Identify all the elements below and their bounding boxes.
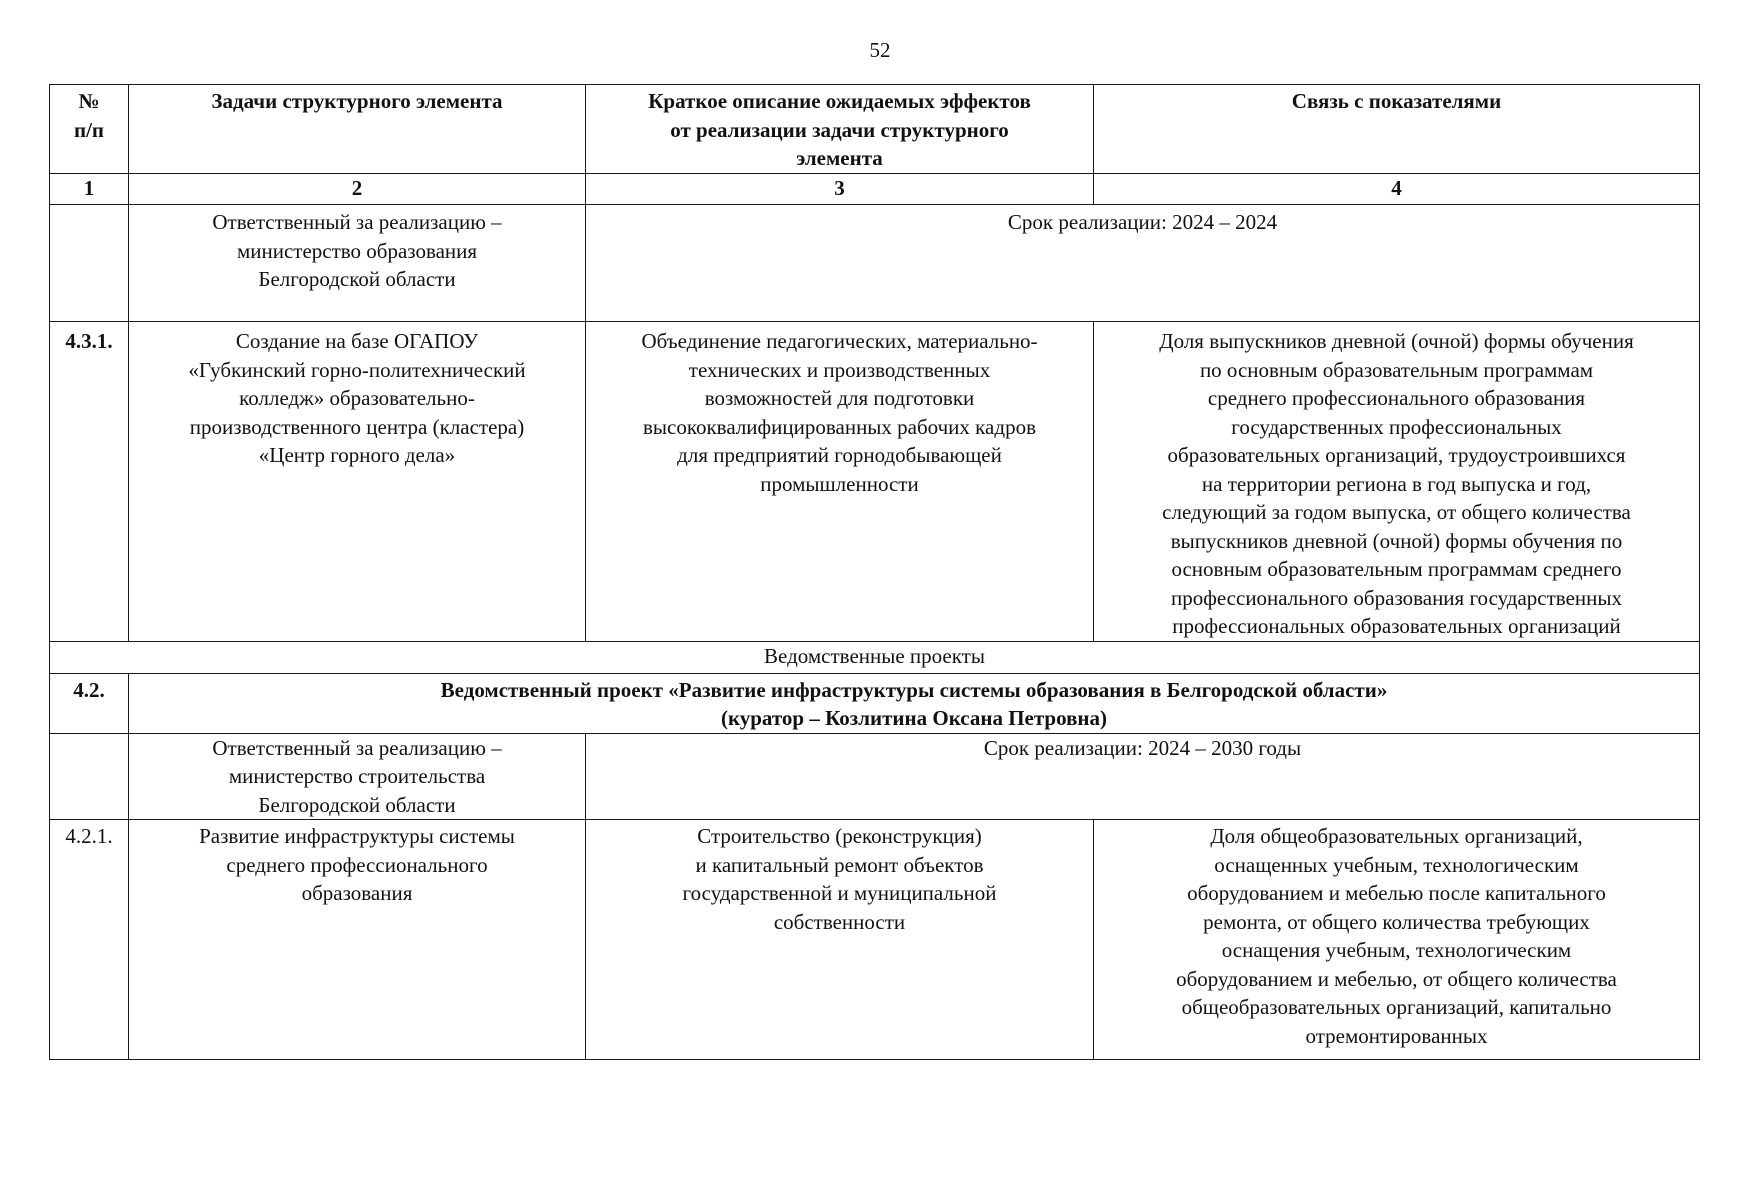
section-title: Ведомственные проекты — [50, 641, 1700, 673]
project-row-4-2 — [50, 673, 1700, 733]
responsible-row-education — [50, 205, 1700, 322]
project-number: 4.2. — [50, 673, 129, 733]
term-cell: Срок реализации: 2024 – 2030 годы — [586, 733, 1700, 820]
term-cell: Срок реализации: 2024 – 2024 — [586, 205, 1700, 322]
responsible-cell: Ответственный за реализацию – министерство образования Белгородской области — [129, 205, 586, 322]
responsible-cell: Ответственный за реализацию – министерство строительства Белгородской области — [129, 733, 586, 820]
structural-elements-table — [49, 84, 1700, 1060]
project-title: Ведомственный проект «Развитие инфраструктуры системы образования в Белгородской области» (куратор – Козлитина Оксана Петровна) — [129, 673, 1700, 733]
column-numbers-row — [50, 174, 1700, 205]
indicators-description: Доля общеобразовательных организаций, оснащенных учебным, технологическим оборудованием и мебелью после капитального ремонта, от общего количества требующих оснащения учебным, технологическим оборудованием и мебелью, от общего количества общеобразовательных организаций, капитально отремонтированных — [1094, 820, 1700, 1060]
task-number: 4.2.1. — [50, 820, 129, 1060]
header-number: № п/п — [50, 85, 129, 174]
effects-description: Строительство (реконструкция) и капитальный ремонт объектов государственной и муниципальной собственности — [586, 820, 1094, 1060]
table-header-row — [50, 85, 1700, 174]
task-row-4-2-1 — [50, 820, 1700, 1060]
section-title-row — [50, 641, 1700, 673]
task-description: Развитие инфраструктуры системы среднего профессионального образования — [129, 820, 586, 1060]
responsible-row-construction — [50, 733, 1700, 820]
header-indicators: Связь с показателями — [1094, 85, 1700, 174]
column-number: 4 — [1094, 174, 1700, 205]
page-number: 52 — [869, 38, 891, 62]
task-description: Создание на базе ОГАПОУ «Губкинский горно-политехнический колледж» образовательно- производственного центра (кластера) «Центр горного дела» — [129, 322, 586, 642]
empty-cell — [50, 733, 129, 820]
column-number: 1 — [50, 174, 129, 205]
column-number: 3 — [586, 174, 1094, 205]
header-effects: Краткое описание ожидаемых эффектов от реализации задачи структурного элемента — [586, 85, 1094, 174]
indicators-description: Доля выпускников дневной (очной) формы обучения по основным образовательным программам среднего профессионального образования государственных профессиональных образовательных организаций, трудоустроившихся на территории региона в год выпуска и год, следующий за годом выпуска, от общего количества выпускников дневной (очной) формы обучения по основным образовательным программам среднего профессионального образования государственных профессиональных образовательных организаций — [1094, 322, 1700, 642]
task-number: 4.3.1. — [50, 322, 129, 642]
column-number: 2 — [129, 174, 586, 205]
empty-cell — [50, 205, 129, 322]
effects-description: Объединение педагогических, материально- технических и производственных возможностей для подготовки высококвалифицированных рабочих кадров для предприятий горнодобывающей промышленности — [586, 322, 1094, 642]
header-tasks: Задачи структурного элемента — [129, 85, 586, 174]
task-row-4-3-1 — [50, 322, 1700, 642]
